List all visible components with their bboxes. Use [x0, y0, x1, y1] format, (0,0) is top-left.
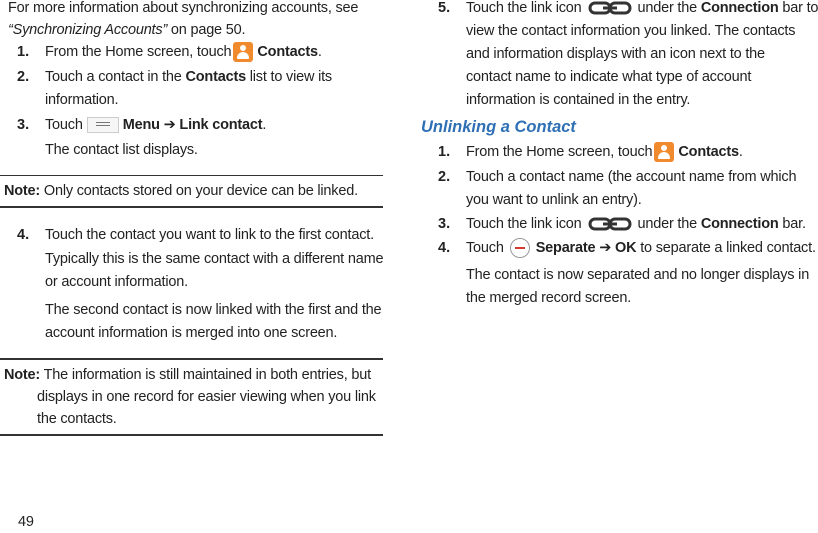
- step-3-result: The contact list displays.: [45, 142, 198, 158]
- step-3-text: Touch Menu ➔ Link contact.: [45, 117, 267, 133]
- note-2-cont-2: the contacts.: [37, 411, 117, 427]
- step-number: 4.: [17, 227, 30, 243]
- step-4-text: Touch the contact you want to link to the first contact.: [45, 227, 374, 243]
- note-2: Note: The information is still maintained in both entries, but: [4, 367, 371, 383]
- unlink-step-2-text: Touch a contact name (the account name from which: [466, 169, 797, 185]
- step-4-para-1-cont: or account information.: [45, 274, 188, 290]
- note-1: Note: Only contacts stored on your device can be linked.: [4, 183, 358, 199]
- step-5-cont-2: and information displays with an icon next to the: [466, 46, 765, 62]
- step-number: 3.: [438, 216, 451, 232]
- step-number: 2.: [438, 169, 451, 185]
- contacts-icon: [654, 142, 674, 162]
- note-2-cont-1: displays in one record for easier viewing when you link: [37, 389, 376, 405]
- intro-line: For more information about synchronizing accounts, see: [8, 0, 359, 16]
- unlink-step-3-text: Touch the link icon under the Connection bar.: [466, 216, 806, 232]
- step-5-cont-1: view the contact information you linked. The contacts: [466, 23, 796, 39]
- step-1-text: From the Home screen, touch Contacts.: [45, 41, 322, 63]
- step-number: 2.: [17, 69, 30, 85]
- unlink-step-4-text: Touch Separate ➔ OK to separate a linked contact.: [466, 237, 816, 259]
- unlink-step-1-text: From the Home screen, touch Contacts.: [466, 141, 743, 163]
- menu-icon: [87, 117, 119, 133]
- step-4-para-2: The second contact is now linked with the first and the: [45, 302, 382, 318]
- note-divider-top: [0, 175, 383, 176]
- step-5-cont-4: information is contained in the entry.: [466, 92, 691, 108]
- separate-icon: [510, 238, 530, 258]
- unlink-step-4-result: The contact is now separated and no longer displays in: [466, 267, 810, 283]
- step-number: 4.: [438, 240, 451, 256]
- unlink-step-2-cont: you want to unlink an entry).: [466, 192, 642, 208]
- step-2-text-cont: information.: [45, 92, 119, 108]
- step-number: 1.: [17, 44, 30, 60]
- step-4-para-2-cont: account information is merged into one screen.: [45, 325, 338, 341]
- arrow-icon: ➔: [599, 240, 612, 256]
- contacts-icon: [233, 42, 253, 62]
- intro-reference: “Synchronizing Accounts” on page 50.: [8, 22, 246, 38]
- note-divider-bottom: [0, 206, 383, 208]
- step-number: 3.: [17, 117, 30, 133]
- link-icon: [588, 216, 632, 232]
- page-number: 49: [18, 514, 34, 530]
- unlink-step-4-result-cont: the merged record screen.: [466, 290, 632, 306]
- arrow-icon: ➔: [163, 117, 176, 133]
- step-2-text: Touch a contact in the Contacts list to view its: [45, 69, 332, 85]
- section-heading: Unlinking a Contact: [421, 118, 576, 136]
- step-5-text: Touch the link icon under the Connection bar to: [466, 0, 818, 16]
- step-number: 1.: [438, 144, 451, 160]
- step-5-cont-3: contact name to indicate what type of account: [466, 69, 752, 85]
- step-4-para-1: Typically this is the same contact with a different name: [45, 251, 384, 267]
- step-number: 5.: [438, 0, 451, 16]
- link-icon: [588, 0, 632, 16]
- note-2-divider-bottom: [0, 434, 383, 436]
- cross-reference-link[interactable]: “Synchronizing Accounts”: [8, 22, 168, 38]
- note-2-divider-top: [0, 358, 383, 360]
